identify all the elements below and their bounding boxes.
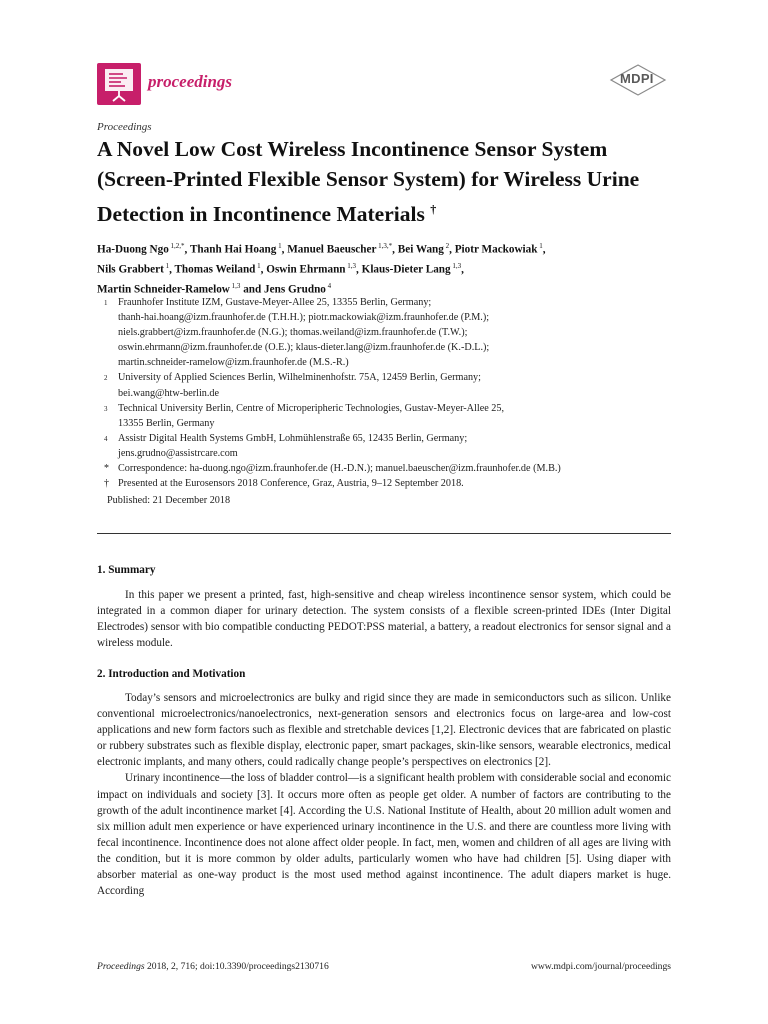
author-name: Thomas Weiland	[174, 263, 256, 276]
footer-journal: Proceedings	[97, 961, 145, 972]
affiliation-mark: 1	[104, 299, 108, 307]
affiliation-line: Technical University Berlin, Centre of Microperipheric Technologies, Gustav-Meyer-Allee 25,	[118, 402, 505, 414]
author-affiliation-mark: 1,3	[450, 262, 462, 271]
affiliation-mark: †	[104, 478, 109, 490]
footer-citation	[97, 961, 329, 972]
author-separator: ,	[169, 263, 175, 276]
article-title-text: A Novel Low Cost Wireless Incontinence Sensor System (Screen-Printed Flexible Sensor System) for Wireless Urine Detection in Incontinence Materials	[97, 137, 640, 227]
affiliation-mark: *	[104, 463, 109, 475]
summary-body	[97, 587, 671, 651]
author-name: Piotr Mackowiak	[454, 243, 538, 256]
intro-paragraph-1: Today’s sensors and microelectronics are bulky and rigid since they are made in semiconductors such as silicon. Unlike conventional microelectronics/nanoelectronics, next-generation sensors and electronics focus on large-area and low-cost applications and new form factors such as flexible and stretchable devices [1,2]. Electronic devices that are fabricated on plastic or rubbery substrates such as flexible display, electronic paper, smart packages, skin-like sensors, wearable electronics, medical electronic implants, and many others, could radically change people’s perspectives on electronics [2].	[97, 692, 671, 769]
intro-body	[97, 690, 671, 899]
affiliation-line: 13355 Berlin, Germany	[118, 417, 215, 429]
affiliation-item	[104, 401, 684, 431]
affiliation-line: Presented at the Eurosensors 2018 Conference, Graz, Austria, 9–12 September 2018.	[118, 478, 464, 490]
affiliation-item	[104, 370, 684, 400]
journal-name: proceedings	[148, 72, 233, 91]
author-separator: ,	[356, 263, 362, 276]
author-affiliation-mark: 2	[443, 242, 450, 250]
author-affiliation-mark: 1,3,*	[376, 242, 393, 250]
intro-heading: 2. Introduction and Motivation	[97, 668, 246, 680]
summary-paragraph: In this paper we present a printed, fast, high-sensitive and cheap wireless incontinence sensor system, which could be integrated in a common diaper for urinary detection. The system consists of a flexible screen-printed IDEs (Inter Digital Electrodes) sensor with bio compatible conducting PEDOT:PSS material, a battery, a readout electronics for sensor signal and a wireless module.	[97, 589, 671, 650]
affiliation-line: University of Applied Sciences Berlin, Wilhelminenhofstr. 75A, 12459 Berlin, Germany;	[118, 372, 481, 384]
affiliation-line[interactable]: niels.grabbert@izm.fraunhofer.de (N.G.); thomas.weiland@izm.fraunhofer.de (T.W.);	[118, 327, 468, 339]
author-affiliation-mark: 4	[325, 282, 332, 291]
affiliation-item	[104, 461, 684, 476]
author-name: Martin Schneider-Ramelow	[97, 284, 230, 297]
affiliation-mark: 2	[104, 374, 108, 383]
journal-logo-icon	[97, 63, 141, 105]
footer-citation-text: 2018, 2, 716; doi:10.3390/proceedings2130716	[144, 961, 329, 972]
intro-paragraph-2: Urinary incontinence—the loss of bladder control—is a significant health problem with considerable social and economic impact on individuals and society [3]. It occurs more often as people get older. A number of factors are contributing to the growth of the adult incontinence market [4]. According the U.S. National Institute of Health, about 20 million adult women and six million adult men experience or have experienced urinary incontinence in the U.S. and there are countless more living with fecal incontinence. Incontinence does not alone affect older people. In fact, men, women and children of all ages are living with the condition, but it is more common by older adults, particularly women who have had children [5]. Using diaper with absorber material as one-way product is the most used method against incontinence. The adult diapers market is huge. According	[97, 772, 671, 898]
author-affiliation-mark: 1	[537, 242, 543, 250]
affiliation-line[interactable]: thanh-hai.hoang@izm.fraunhofer.de (T.H.H.); piotr.mackowiak@izm.fraunhofer.de (P.M.);	[118, 312, 490, 324]
author-name: Klaus-Dieter Lang	[361, 263, 451, 276]
author-separator: ,	[260, 263, 267, 276]
author-affiliation-mark: 1	[276, 242, 282, 250]
affiliation-line: Fraunhofer Institute IZM, Gustave-Meyer-Allee 25, 13355 Berlin, Germany;	[118, 297, 432, 308]
author-name: Oswin Ehrmann	[266, 263, 346, 276]
article-title	[97, 134, 687, 229]
author-name: Nils Grabbert	[97, 263, 164, 276]
affiliation-list	[104, 295, 684, 491]
affiliation-line[interactable]: oswin.ehrmann@izm.fraunhofer.de (O.E.); klaus-dieter.lang@izm.fraunhofer.de (K.-D.L.);	[118, 342, 490, 354]
author-separator: ,	[461, 263, 464, 276]
publisher-name: MDPI	[620, 71, 654, 86]
section-kicker: Proceedings	[97, 121, 152, 133]
author-name: Thanh Hai Hoang	[189, 243, 277, 256]
affiliation-mark: 4	[104, 434, 108, 443]
author-separator: ,	[392, 243, 398, 256]
author-affiliation-mark: 1,3	[229, 282, 241, 291]
affiliation-line[interactable]: bei.wang@htw-berlin.de	[118, 387, 220, 399]
author-affiliation-mark: 1	[255, 262, 261, 271]
summary-heading: 1. Summary	[97, 564, 156, 576]
published-date: Published: 21 December 2018	[107, 495, 231, 506]
title-footnote-mark: †	[430, 202, 437, 216]
affiliation-item	[104, 476, 684, 491]
author-separator: and	[240, 284, 265, 297]
author-separator: ,	[281, 243, 288, 256]
author-name: Ha-Duong Ngo	[97, 243, 169, 256]
publisher-logo	[608, 64, 668, 96]
author-list	[97, 238, 687, 299]
author-affiliation-mark: 1	[163, 262, 170, 271]
author-affiliation-mark: 1,3	[345, 262, 357, 271]
author-name: Jens Grudno	[264, 284, 326, 297]
affiliation-mark: 3	[104, 404, 108, 413]
author-affiliation-mark: 1,2,*	[168, 242, 185, 250]
author-name: Bei Wang	[397, 243, 444, 256]
affiliation-line[interactable]: martin.schneider-ramelow@izm.fraunhofer.de (M.S.-R.)	[118, 357, 349, 369]
footer-url[interactable]: www.mdpi.com/journal/proceedings	[530, 961, 671, 972]
author-separator: ,	[542, 243, 546, 256]
affiliation-item	[104, 295, 684, 370]
author-separator: ,	[184, 243, 190, 256]
author-name: Manuel Baeuscher	[287, 243, 377, 256]
divider	[97, 533, 671, 534]
affiliation-item	[104, 431, 684, 461]
author-separator: ,	[449, 243, 455, 256]
affiliation-line[interactable]: Correspondence: ha-duong.ngo@izm.fraunhofer.de (H.-D.N.); manuel.baeuscher@izm.fraunhofer.de (M.B.)	[118, 463, 561, 475]
affiliation-line[interactable]: jens.grudno@assistrcare.com	[118, 447, 238, 459]
affiliation-line: Assistr Digital Health Systems GmbH, Lohmühlenstraße 65, 12435 Berlin, Germany;	[118, 432, 468, 444]
